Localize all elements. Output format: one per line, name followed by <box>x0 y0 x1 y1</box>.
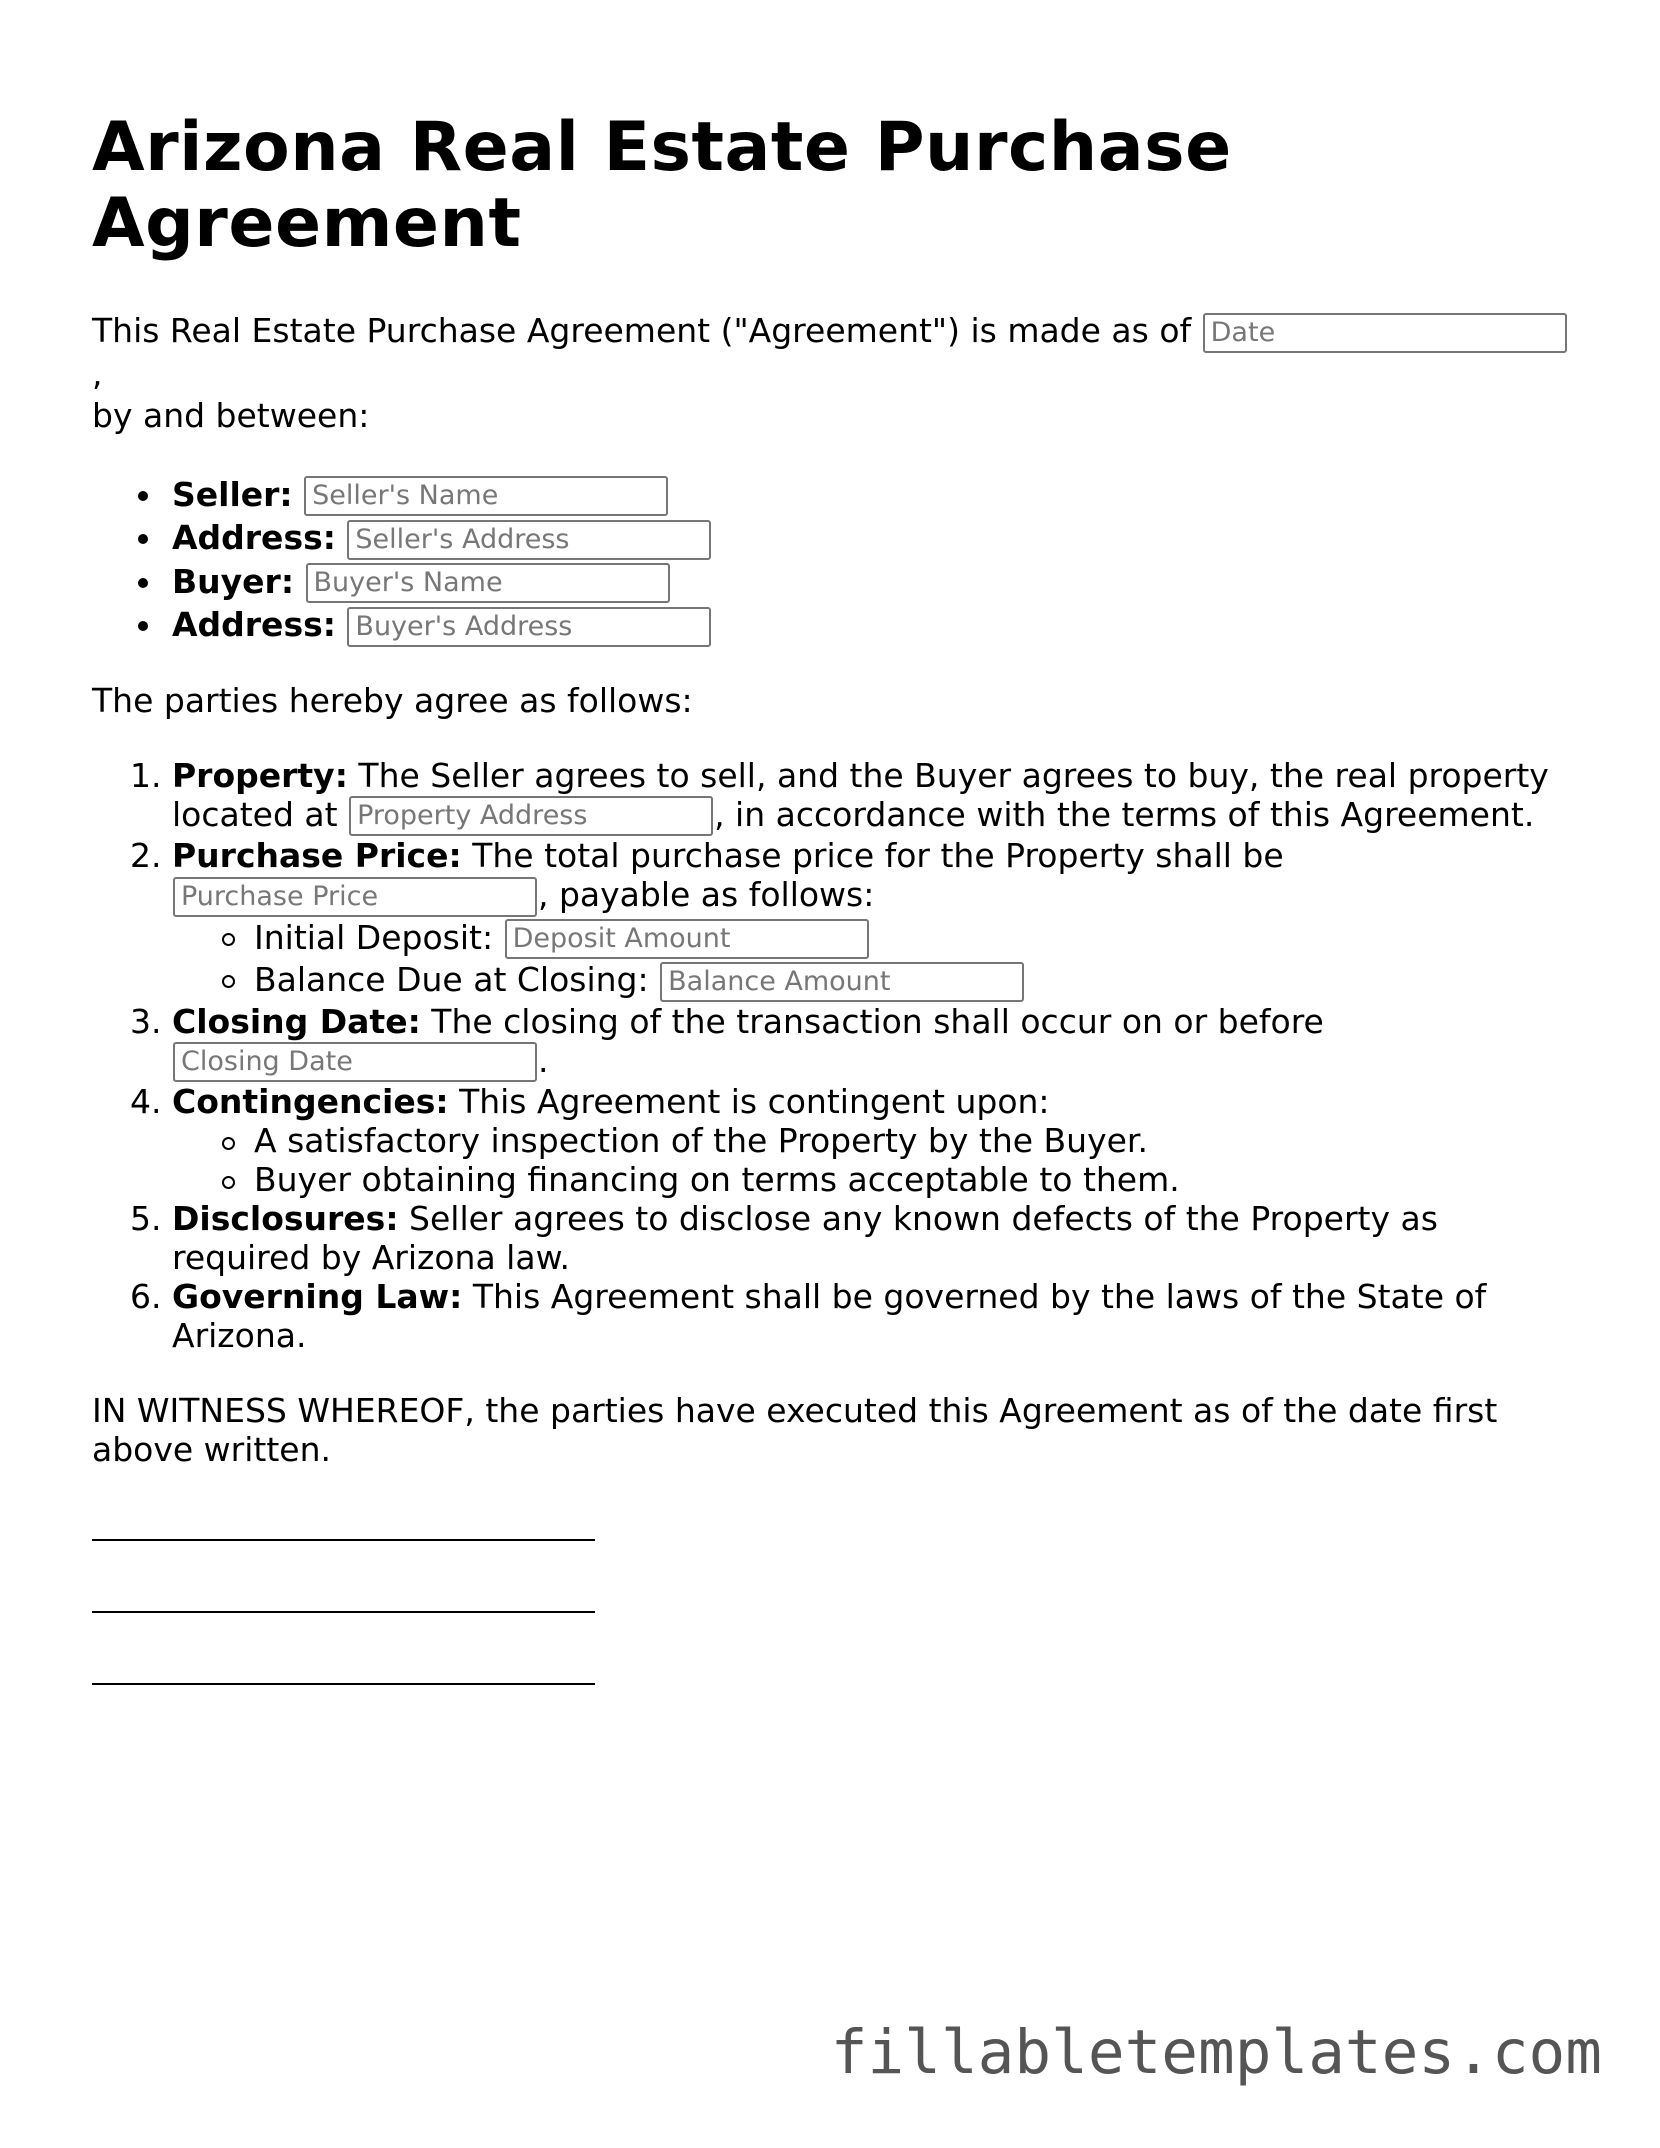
buyer-label: Buyer: <box>172 561 295 601</box>
term-governing-law <box>172 1277 1572 1355</box>
intro-text-line2: by and between: <box>92 395 370 435</box>
seller-address-label: Address: <box>172 518 336 557</box>
intro-paragraph <box>92 310 1572 437</box>
date-field[interactable]: Date <box>1203 313 1567 353</box>
balance-label: Balance Due at Closing: <box>254 960 649 999</box>
seller-address-field[interactable]: Seller's Address <box>347 520 711 560</box>
property-text: The Seller agrees to sell, and the Buyer agrees to buy, the real property located at <box>172 755 1549 834</box>
purchase-price-text: The total purchase price for the Property shall be <box>472 836 1284 875</box>
contingencies-label: Contingencies: <box>172 1082 449 1121</box>
buyer-address-field[interactable]: Buyer's Address <box>347 607 711 647</box>
governing-law-text: This Agreement shall be governed by the laws of the State of Arizona. <box>172 1277 1487 1355</box>
watermark: fillabletemplates.com <box>830 2017 1602 2088</box>
disclosures-text: Seller agrees to disclose any known defects of the Property as required by Arizona law. <box>172 1199 1438 1277</box>
signature-line <box>92 1539 595 1541</box>
deposit-label: Initial Deposit: <box>254 917 494 957</box>
terms-list <box>92 756 1572 1356</box>
disclosures-label: Disclosures: <box>172 1199 399 1238</box>
property-label: Property: <box>172 755 348 795</box>
contingencies-text: This Agreement is contingent upon: <box>459 1082 1050 1121</box>
purchase-price-text-after: , payable as follows: <box>538 875 875 914</box>
signature-line <box>92 1683 595 1685</box>
term-purchase-price <box>172 836 1572 1002</box>
list-item <box>172 473 1572 517</box>
term-closing-date <box>172 1002 1572 1083</box>
list-item <box>172 516 1572 560</box>
property-address-field[interactable]: Property Address <box>349 796 713 836</box>
payment-list <box>172 917 1572 1002</box>
buyer-address-label: Address: <box>172 605 336 644</box>
seller-name-field[interactable]: Seller's Name <box>304 476 668 516</box>
property-text-after: , in accordance with the terms of this Agreement. <box>714 794 1535 834</box>
seller-label: Seller: <box>172 474 293 514</box>
purchase-price-label: Purchase Price: <box>172 836 462 875</box>
closing-date-label: Closing Date: <box>172 1001 421 1041</box>
signature-line <box>92 1611 595 1613</box>
buyer-name-field[interactable]: Buyer's Name <box>306 563 670 603</box>
governing-law-label: Governing Law: <box>172 1277 463 1316</box>
balance-amount-field[interactable]: Balance Amount <box>660 962 1024 1002</box>
list-item: Buyer obtaining financing on terms acceptable to them. <box>254 1160 1572 1199</box>
closing-date-field[interactable]: Closing Date <box>173 1042 537 1082</box>
term-property <box>172 756 1572 837</box>
list-item <box>254 959 1572 1002</box>
term-contingencies <box>172 1082 1572 1199</box>
contingencies-list <box>172 1121 1572 1199</box>
closing-date-period: . <box>538 1040 549 1080</box>
purchase-price-field[interactable]: Purchase Price <box>173 877 537 917</box>
closing-date-text: The closing of the transaction shall occur on or before <box>431 1001 1324 1041</box>
list-item <box>254 917 1572 960</box>
parties-list <box>92 473 1572 647</box>
intro-comma: , <box>92 353 103 393</box>
deposit-amount-field[interactable]: Deposit Amount <box>505 919 869 959</box>
document-page <box>92 110 1572 1685</box>
list-item <box>172 560 1572 604</box>
list-item: A satisfactory inspection of the Property by the Buyer. <box>254 1121 1572 1160</box>
lead-in-text: The parties hereby agree as follows: <box>92 680 693 720</box>
term-disclosures <box>172 1199 1572 1277</box>
witness-statement: IN WITNESS WHEREOF, the parties have executed this Agreement as of the date first above written. <box>92 1391 1498 1469</box>
list-item <box>172 603 1572 647</box>
intro-text: This Real Estate Purchase Agreement ("Agreement") is made as of <box>92 311 1192 350</box>
page-title: Arizona Real Estate Purchase Agreement <box>92 108 1232 263</box>
